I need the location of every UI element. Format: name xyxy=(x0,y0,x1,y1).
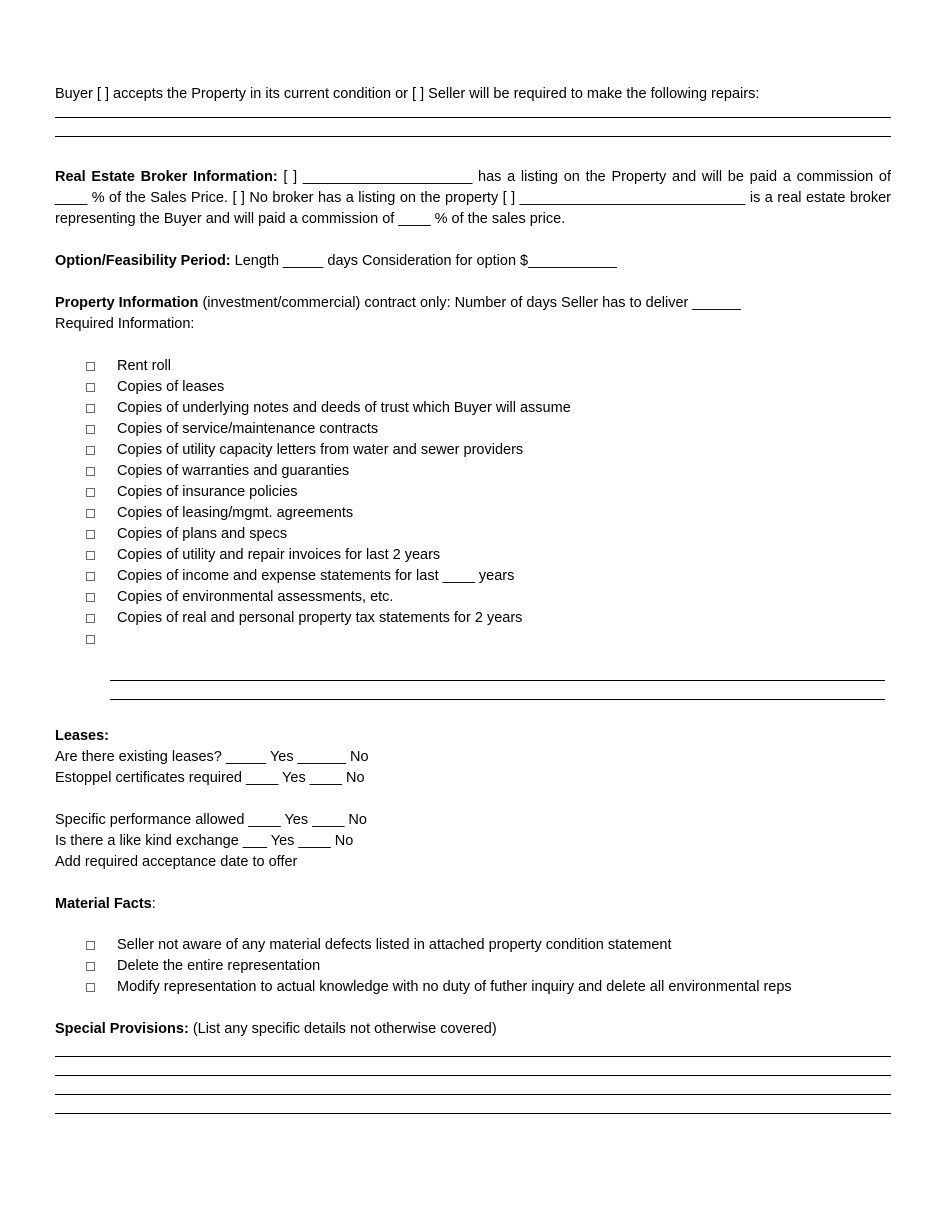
spacer xyxy=(55,998,891,1019)
spacer xyxy=(55,700,891,726)
list-item-label: Copies of service/maintenance contracts xyxy=(117,421,379,437)
list-item-label: Seller not aware of any material defects listed in attached property condition statement xyxy=(117,937,672,953)
spacer xyxy=(55,915,891,935)
property-information-paragraph xyxy=(55,293,891,314)
list-item[interactable] xyxy=(55,935,891,956)
list-item-label: Copies of insurance policies xyxy=(117,484,298,500)
specific-performance-line: Specific performance allowed ____ Yes ____ No xyxy=(55,812,367,828)
checkbox-icon[interactable] xyxy=(86,404,95,413)
required-information-checklist xyxy=(55,356,891,650)
special-provisions-blank-line-4[interactable] xyxy=(55,1113,891,1114)
broker-information-paragraph xyxy=(55,167,891,230)
list-item[interactable] xyxy=(55,545,891,566)
spacer xyxy=(55,118,891,136)
special-provisions-note: (List any specific details not otherwise covered) xyxy=(192,1021,497,1037)
spacer xyxy=(55,1076,891,1094)
material-facts-heading: Material Facts xyxy=(55,896,152,912)
list-item[interactable] xyxy=(55,356,891,377)
list-item-label: Copies of utility and repair invoices for last 2 years xyxy=(117,547,441,563)
list-item-label: Copies of warranties and guaranties xyxy=(117,463,350,479)
spacer xyxy=(55,873,891,894)
property-information-body: (investment/commercial) contract only: Number of days Seller has to deliver ______ xyxy=(202,295,741,311)
checkbox-icon[interactable] xyxy=(86,509,95,518)
checkbox-icon[interactable] xyxy=(86,614,95,623)
leases-line-2: Estoppel certificates required ____ Yes ____ No xyxy=(55,770,365,786)
list-item[interactable] xyxy=(55,608,891,629)
list-item[interactable] xyxy=(55,503,891,524)
spacer xyxy=(55,1040,891,1056)
checkbox-icon[interactable] xyxy=(86,530,95,539)
acceptance-date-line: Add required acceptance date to offer xyxy=(55,854,298,870)
list-item-label: Copies of leases xyxy=(117,379,225,395)
checkbox-icon[interactable] xyxy=(86,983,95,992)
list-item[interactable] xyxy=(55,419,891,440)
list-item[interactable] xyxy=(55,461,891,482)
leases-line-1: Are there existing leases? _____ Yes ______ No xyxy=(55,749,369,765)
spacer xyxy=(55,681,891,699)
list-item[interactable] xyxy=(55,587,891,608)
checkbox-icon[interactable] xyxy=(86,467,95,476)
list-item[interactable] xyxy=(55,398,891,419)
property-information-heading: Property Information xyxy=(55,295,199,311)
list-item-label: Copies of plans and specs xyxy=(117,526,288,542)
list-item[interactable] xyxy=(55,956,891,977)
option-period-heading: Option/Feasibility Period: xyxy=(55,253,231,269)
list-item-label: Copies of underlying notes and deeds of trust which Buyer will assume xyxy=(117,400,571,416)
list-item-label: Copies of utility capacity letters from water and sewer providers xyxy=(117,442,524,458)
spacer xyxy=(55,137,891,167)
checkbox-icon[interactable] xyxy=(86,425,95,434)
material-facts-checklist xyxy=(55,935,891,998)
repairs-clause-text: Buyer [ ] accepts the Property in its current condition or [ ] Seller will be required to make the following repairs: xyxy=(55,86,760,102)
list-item[interactable] xyxy=(55,977,891,998)
list-item-label: Delete the entire representation xyxy=(117,958,321,974)
option-period-body: Length _____ days Consideration for option $___________ xyxy=(234,253,617,269)
list-item-empty[interactable] xyxy=(55,629,891,650)
spacer xyxy=(55,272,891,293)
checkbox-icon[interactable] xyxy=(86,593,95,602)
list-item[interactable] xyxy=(55,440,891,461)
checkbox-icon[interactable] xyxy=(86,551,95,560)
list-item-label: Copies of income and expense statements for last ____ years xyxy=(117,568,515,584)
checkbox-icon[interactable] xyxy=(86,383,95,392)
list-item[interactable] xyxy=(55,482,891,503)
broker-information-heading: Real Estate Broker Information: xyxy=(55,169,278,185)
list-item[interactable] xyxy=(55,377,891,398)
spacer xyxy=(55,650,891,680)
spacer xyxy=(55,789,891,810)
leases-heading: Leases: xyxy=(55,728,110,744)
material-facts-heading-suffix: : xyxy=(151,896,156,912)
like-kind-exchange-line: Is there a like kind exchange ___ Yes ____ No xyxy=(55,833,354,849)
list-item-label: Copies of real and personal property tax statements for 2 years xyxy=(117,610,523,626)
material-facts-heading-row xyxy=(55,894,891,915)
list-item[interactable] xyxy=(55,524,891,545)
required-information-subheading: Required Information: xyxy=(55,316,195,332)
special-provisions-paragraph xyxy=(55,1019,891,1040)
list-item-label: Copies of environmental assessments, etc. xyxy=(117,589,394,605)
list-item[interactable] xyxy=(55,566,891,587)
checkbox-icon[interactable] xyxy=(86,962,95,971)
checkbox-icon[interactable] xyxy=(86,446,95,455)
list-item-label: Rent roll xyxy=(117,358,171,374)
checkbox-icon[interactable] xyxy=(86,362,95,371)
list-item-label: Modify representation to actual knowledge with no duty of futher inquiry and delete all environmental reps xyxy=(117,979,792,995)
spacer xyxy=(55,1057,891,1075)
spacer xyxy=(55,1095,891,1113)
list-item-label: Copies of leasing/mgmt. agreements xyxy=(117,505,354,521)
spacer xyxy=(55,230,891,251)
document-body xyxy=(55,84,891,1114)
special-provisions-heading: Special Provisions: xyxy=(55,1021,189,1037)
spacer xyxy=(55,105,891,117)
spacer xyxy=(55,335,891,356)
checkbox-icon[interactable] xyxy=(86,941,95,950)
broker-information-body: [ ] _____________________ has a listing on the Property and will be paid a commission of ____ % of the Sales Price. [ ] No broker has a listing on the property [ ] ____________________________ is a real estate broker representing the Buyer and will paid a commission of ____ % of the sales price. xyxy=(55,169,891,227)
option-period-paragraph xyxy=(55,251,891,272)
checkbox-icon[interactable] xyxy=(86,488,95,497)
checkbox-icon[interactable] xyxy=(86,635,95,644)
checkbox-icon[interactable] xyxy=(86,572,95,581)
